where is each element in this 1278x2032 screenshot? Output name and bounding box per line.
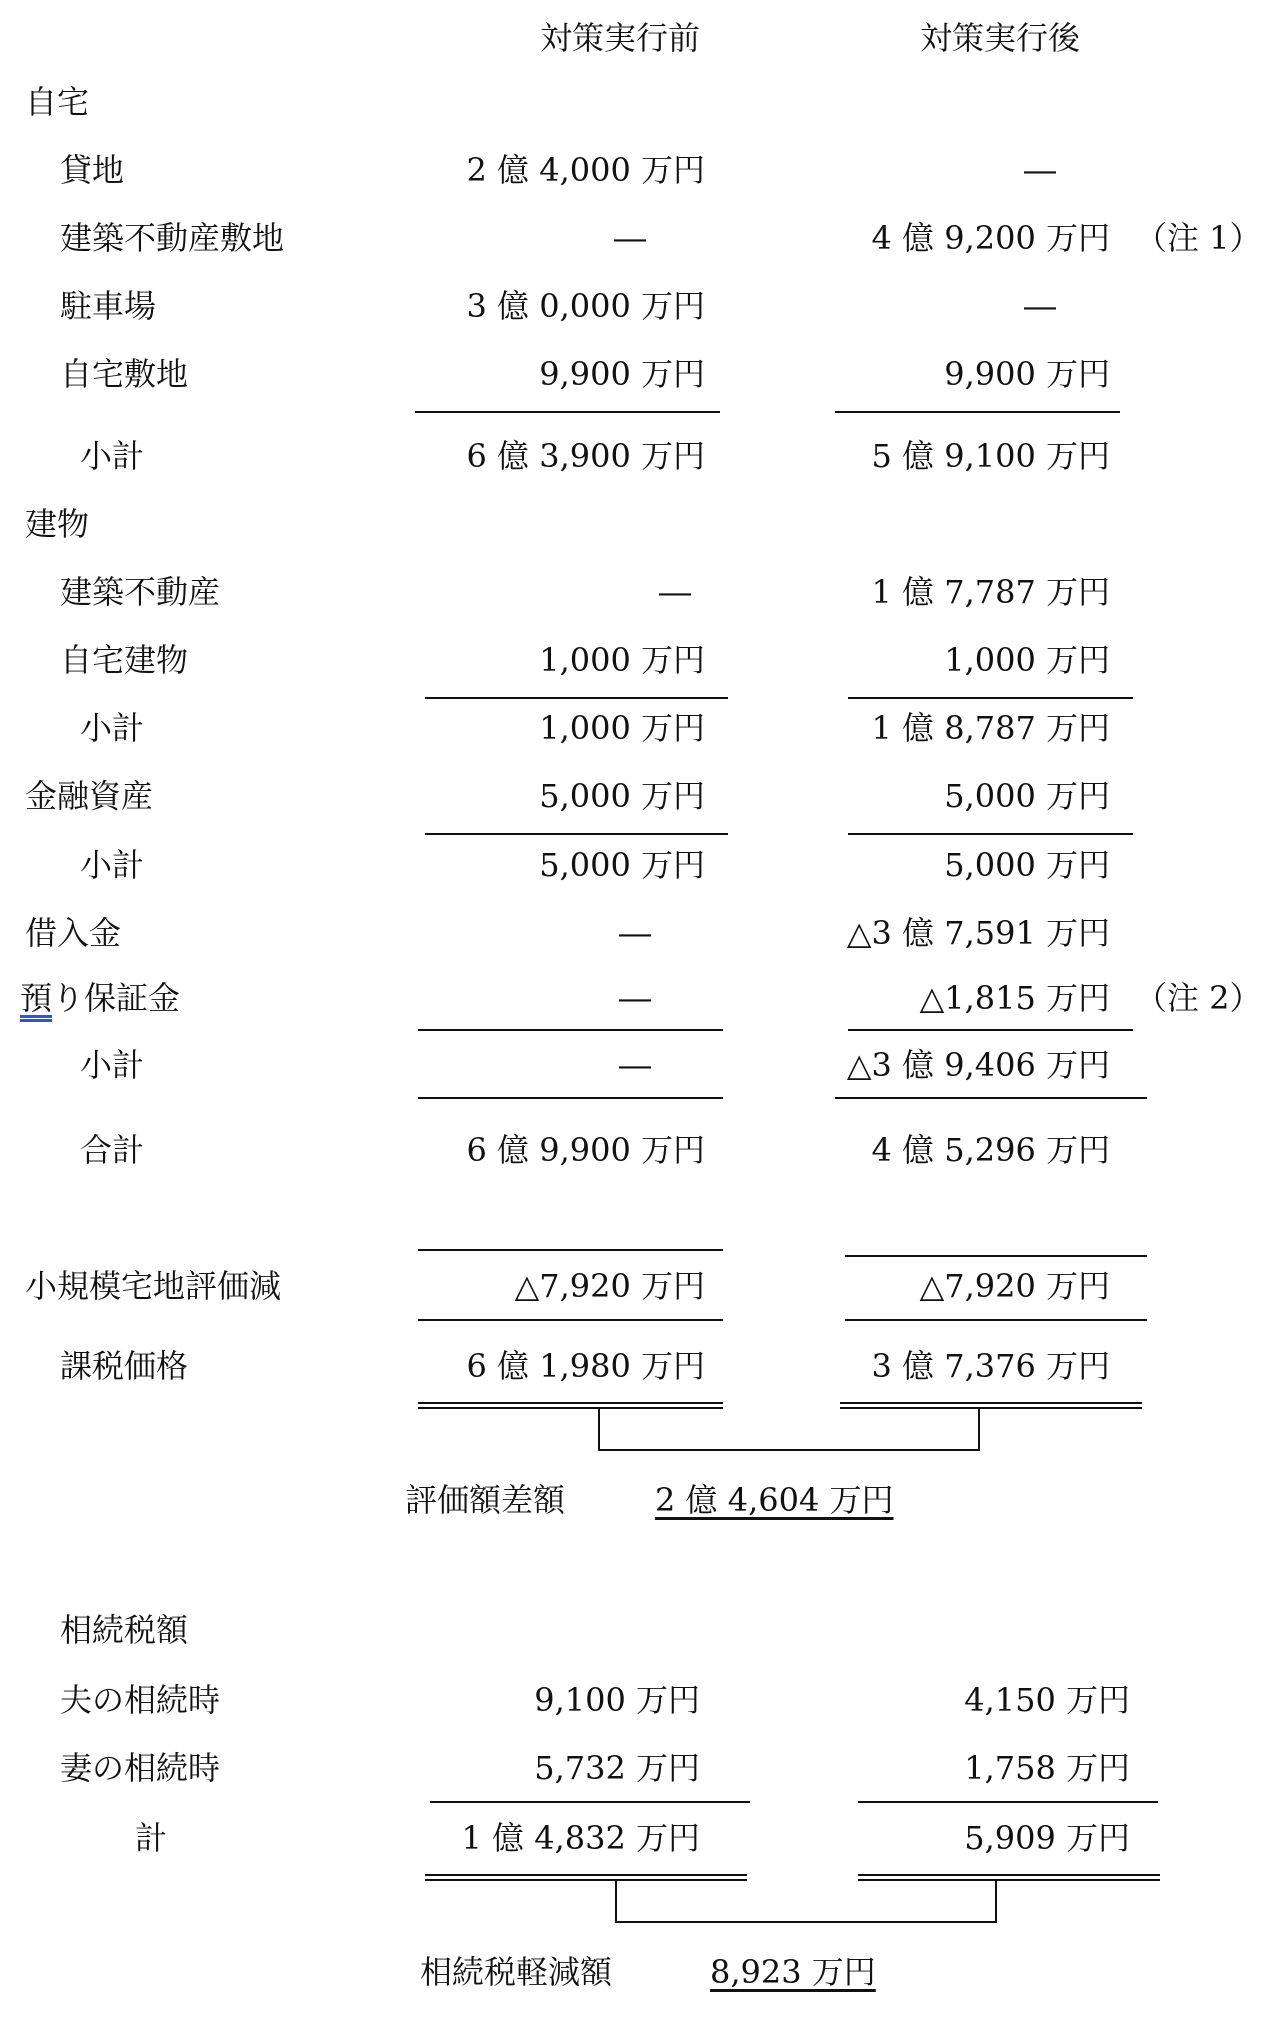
row-after: △3 億 9,406 万円 [846, 1046, 1110, 1084]
row-before: ― [619, 979, 651, 1017]
row-before: 9,900 万円 [539, 355, 705, 393]
row-label [20, 978, 180, 1018]
rule-before [415, 411, 720, 413]
row-label: 建築不動産 [60, 573, 221, 611]
rule-after [858, 1801, 1158, 1803]
row-before: △7,920 万円 [514, 1267, 705, 1305]
rule-before [418, 1249, 723, 1251]
tax-row-after: 4,150 万円 [964, 1681, 1130, 1719]
row-before: 5,000 万円 [539, 777, 705, 815]
row-after: 1 億 8,787 万円 [871, 709, 1110, 747]
rule-after [848, 697, 1133, 699]
row-before: ― [619, 914, 651, 952]
row-label: 小規模宅地評価減 [25, 1267, 282, 1305]
double-rule-before [425, 1874, 747, 1881]
section-label: 金融資産 [25, 777, 154, 815]
row-after: 1,000 万円 [944, 641, 1110, 679]
rule-before [418, 1319, 723, 1321]
row-before: 6 億 9,900 万円 [466, 1131, 705, 1169]
tax-row-after: 1,758 万円 [964, 1749, 1130, 1787]
row-label: 貸地 [60, 151, 125, 189]
tax-row-before: 1 億 4,832 万円 [461, 1819, 700, 1857]
row-before: 2 億 4,000 万円 [466, 151, 705, 189]
row-after: 3 億 7,376 万円 [871, 1347, 1110, 1385]
row-before: 6 億 3,900 万円 [466, 437, 705, 475]
tax-row-before: 5,732 万円 [534, 1749, 700, 1787]
row-label: 自宅建物 [60, 641, 189, 679]
subtotal-label: 小計 [80, 437, 145, 475]
section-label: 建物 [25, 505, 90, 543]
rule-before [425, 697, 728, 699]
row-after: 1 億 7,787 万円 [871, 573, 1110, 611]
row-before: ― [619, 1046, 651, 1084]
subtotal-label: 小計 [80, 846, 145, 884]
rule-after [848, 833, 1133, 835]
row-after: 5,000 万円 [944, 846, 1110, 884]
row-after: 5,000 万円 [944, 777, 1110, 815]
row-after: △1,815 万円 [919, 979, 1110, 1017]
row-before: ― [659, 573, 691, 611]
row-label: 課税価格 [60, 1347, 189, 1385]
subtotal-label: 小計 [80, 709, 145, 747]
row-label: 駐車場 [60, 287, 157, 325]
row-after: 5 億 9,100 万円 [871, 437, 1110, 475]
rule-after [848, 1029, 1133, 1031]
header-before: 対策実行前 [539, 19, 700, 57]
row-label: 自宅敷地 [60, 355, 189, 393]
row-before: 6 億 1,980 万円 [466, 1347, 705, 1385]
row-before: 1,000 万円 [539, 709, 705, 747]
row-after: 4 億 9,200 万円 [871, 219, 1110, 257]
row-after: 9,900 万円 [944, 355, 1110, 393]
rule-before [418, 1029, 723, 1031]
rule-after [845, 1319, 1147, 1321]
tax-reduction-value: 8,923 万円 [710, 1953, 876, 1991]
label-first-char: 預 [20, 979, 53, 1017]
row-after: ― [1024, 151, 1056, 189]
tax-reduction-label: 相続税軽減額 [420, 1953, 613, 1991]
label-rest: り保証金 [52, 979, 181, 1017]
row-before: 5,000 万円 [539, 846, 705, 884]
row-after: ― [1024, 287, 1056, 325]
rule-before [425, 833, 728, 835]
note-1: （注 1） [1135, 219, 1262, 257]
bracket-connector [598, 1409, 980, 1451]
note-2: （注 2） [1135, 979, 1262, 1017]
section-label: 自宅 [25, 83, 90, 121]
row-before: 3 億 0,000 万円 [466, 287, 705, 325]
double-rule-after [858, 1874, 1160, 1881]
rule-before [418, 1097, 723, 1099]
tax-total-label: 計 [135, 1819, 168, 1857]
valuation-diff-label: 評価額差額 [405, 1481, 566, 1519]
row-after: 4 億 5,296 万円 [871, 1131, 1110, 1169]
tax-row-after: 5,909 万円 [964, 1819, 1130, 1857]
row-after: △7,920 万円 [919, 1267, 1110, 1305]
double-rule-after [840, 1402, 1142, 1409]
subtotal-label: 小計 [80, 1046, 145, 1084]
rule-before [430, 1801, 750, 1803]
row-after: △3 億 7,591 万円 [846, 914, 1110, 952]
tax-row-label: 妻の相続時 [60, 1749, 221, 1787]
double-rule-before [418, 1402, 723, 1409]
rule-after [845, 1255, 1147, 1257]
tax-title: 相続税額 [60, 1611, 189, 1649]
bracket-connector [615, 1881, 997, 1923]
tax-row-label: 夫の相続時 [60, 1681, 221, 1719]
total-label: 合計 [80, 1131, 145, 1169]
rule-after [835, 1097, 1147, 1099]
row-before: 1,000 万円 [539, 641, 705, 679]
tax-row-before: 9,100 万円 [534, 1681, 700, 1719]
header-after: 対策実行後 [919, 19, 1080, 57]
valuation-diff-value: 2 億 4,604 万円 [655, 1481, 894, 1519]
rule-after [835, 411, 1120, 413]
section-label: 借入金 [25, 914, 122, 952]
row-before: ― [614, 219, 646, 257]
row-label: 建築不動産敷地 [60, 219, 285, 257]
